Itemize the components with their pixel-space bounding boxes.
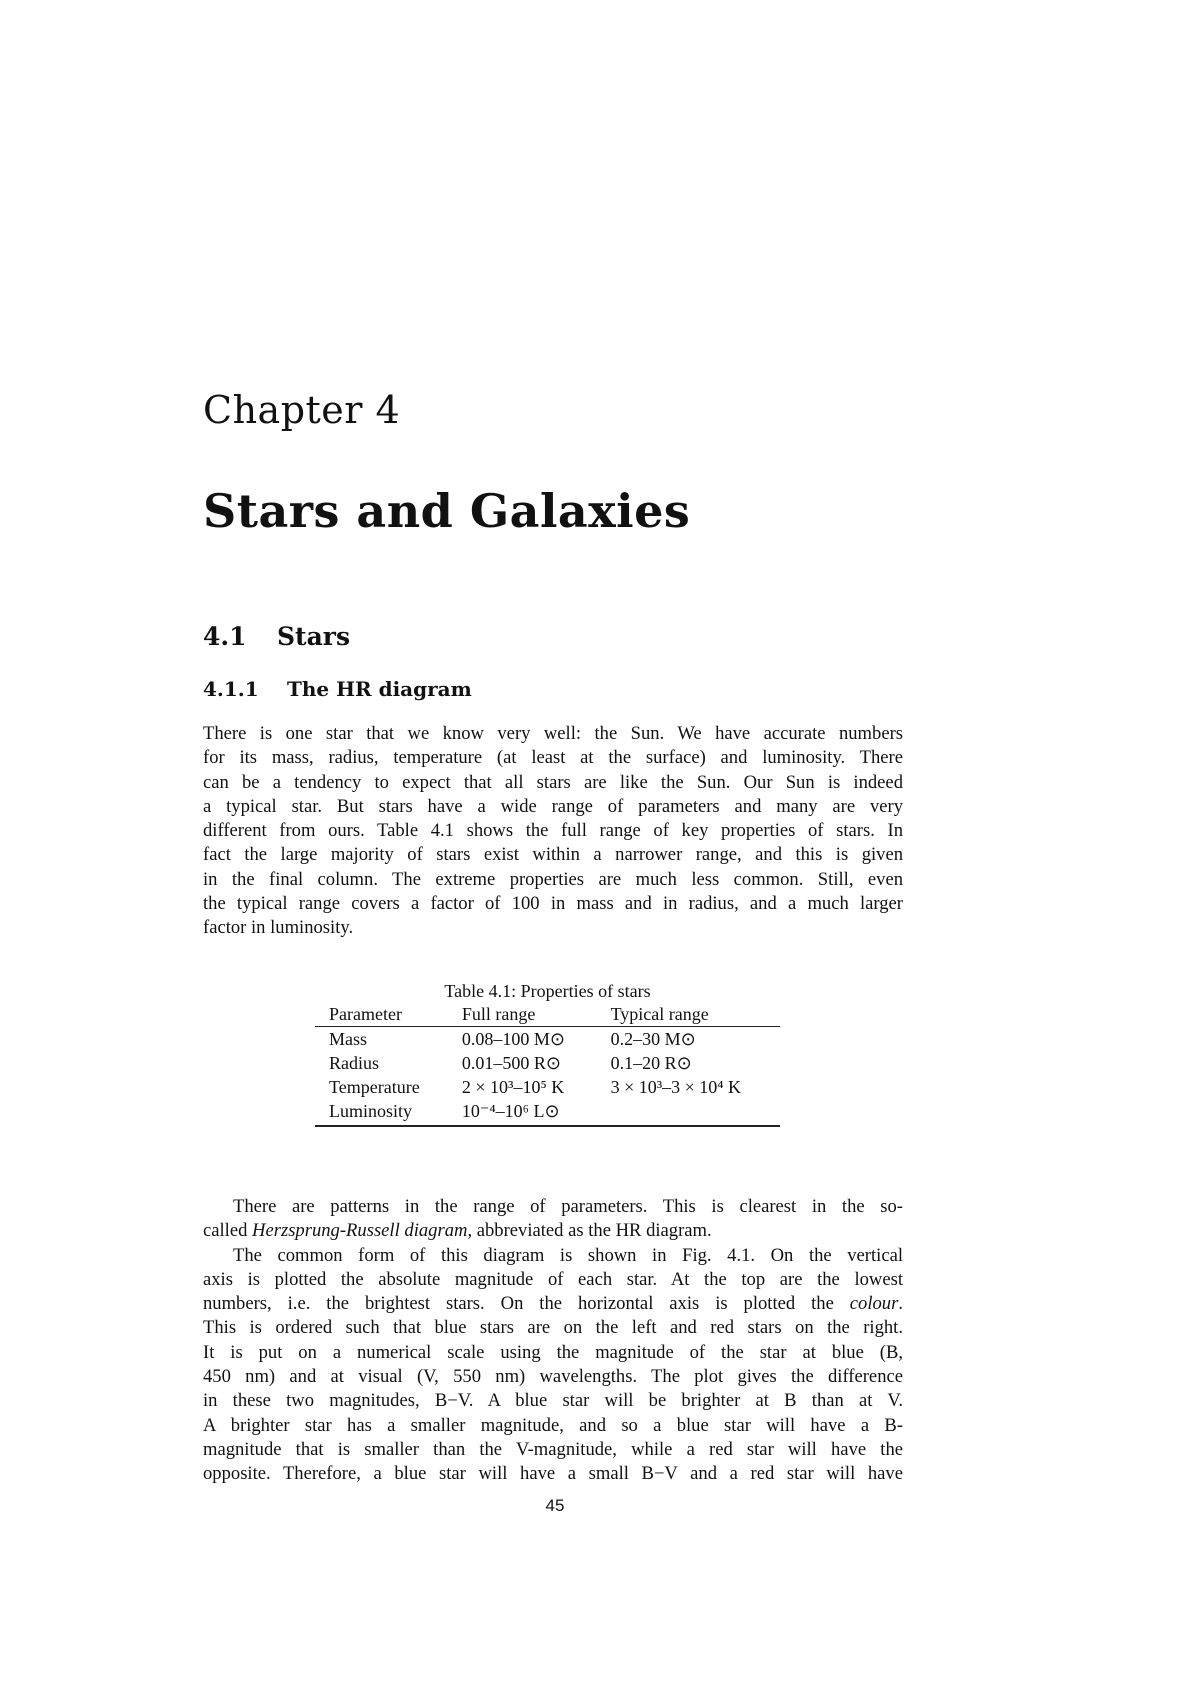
paragraph-line: This is ordered such that blue stars are on the left and red stars on the right. <box>203 1317 903 1339</box>
paragraph-line: 450 nm) and at visual (V, 550 nm) wavelengths. The plot gives the difference <box>203 1366 903 1388</box>
paragraph-line: There are patterns in the range of parameters. This is clearest in the so- <box>233 1196 903 1217</box>
cell-parameter: Radius <box>329 1053 380 1073</box>
cell-parameter: Luminosity <box>329 1101 413 1121</box>
properties-table <box>315 980 780 1127</box>
paragraph-line: called Herzsprung-Russell diagram, abbreviated as the HR diagram. <box>203 1220 712 1242</box>
column-header-typical-range: Typical range <box>610 1004 709 1024</box>
paragraph-line: A brighter star has a smaller magnitude, and so a blue star will have a B- <box>203 1414 903 1436</box>
page-number: 45 <box>545 1496 565 1515</box>
cell-full-range: 0.08–100 M⊙ <box>461 1029 565 1049</box>
cell-full-range: 0.01–500 R⊙ <box>461 1053 561 1073</box>
paragraph-line: numbers, i.e. the brightest stars. On the horizontal axis is plotted the colour. <box>203 1293 903 1315</box>
paragraph-line: opposite. Therefore, a blue star will have a small B−V and a red star will have <box>203 1463 903 1485</box>
cell-full-range: 10⁻⁴–10⁶ L⊙ <box>461 1101 560 1121</box>
column-header-full-range: Full range <box>461 1004 536 1024</box>
cell-typical-range: 0.2–30 M⊙ <box>610 1029 696 1049</box>
paragraph-line: magnitude that is smaller than the V-magnitude, while a red star will have the <box>203 1438 903 1460</box>
paragraph-line: axis is plotted the absolute magnitude of each star. At the top are the lowest <box>203 1268 903 1290</box>
paragraph-line: in the final column. The extreme properties are much less common. Still, even <box>203 868 903 890</box>
chapter-title: Stars and Galaxies <box>203 484 691 538</box>
cell-typical-range: 0.1–20 R⊙ <box>610 1053 692 1073</box>
table-row <box>315 1099 780 1126</box>
paragraph-line: can be a tendency to expect that all stars are like the Sun. Our Sun is indeed <box>203 771 903 793</box>
table-row <box>315 1075 780 1099</box>
cell-typical-range <box>597 1099 780 1126</box>
emphasis-term: colour <box>849 1293 899 1315</box>
paragraph-line: factor in luminosity. <box>203 917 354 939</box>
paragraph-line: a typical star. But stars have a wide range of parameters and many are very <box>203 795 903 817</box>
paragraph-line: It is put on a numerical scale using the magnitude of the star at blue (B, <box>203 1341 903 1363</box>
subsection-number: 4.1.1 <box>203 677 259 701</box>
cell-typical-range: 3 × 10³–3 × 10⁴ K <box>610 1077 742 1097</box>
subsection-heading <box>203 676 472 702</box>
stars-table <box>315 1002 780 1127</box>
cell-parameter: Mass <box>329 1029 368 1049</box>
paragraph-line: in these two magnitudes, B−V. A blue star will be brighter at B than at V. <box>203 1390 903 1412</box>
cell-full-range: 2 × 10³–10⁵ K <box>461 1077 565 1097</box>
table-caption: Table 4.1: Properties of stars <box>444 981 651 1001</box>
paragraph-line: There is one star that we know very well: the Sun. We have accurate numbers <box>203 723 903 744</box>
column-header-parameter: Parameter <box>329 1004 402 1024</box>
intro-paragraph <box>203 722 903 941</box>
table-row <box>315 1051 780 1075</box>
table-header-row <box>315 1002 780 1027</box>
cell-parameter: Temperature <box>329 1077 420 1097</box>
paragraph-line: the typical range covers a factor of 100 in mass and in radius, and a much larger <box>203 893 903 915</box>
hr-diagram-paragraphs <box>203 1195 903 1487</box>
paragraph-line: fact the large majority of stars exist within a narrower range, and this is given <box>203 844 903 866</box>
paragraph-line: for its mass, radius, temperature (at least at the surface) and luminosity. There <box>203 747 903 769</box>
chapter-label: Chapter 4 <box>203 388 401 432</box>
section-title: Stars <box>277 622 351 651</box>
section-number: 4.1 <box>203 622 247 651</box>
paragraph-line: The common form of this diagram is shown in Fig. 4.1. On the vertical <box>233 1244 903 1266</box>
paragraph-line: different from ours. Table 4.1 shows the full range of key properties of stars. In <box>203 820 903 842</box>
table-row <box>315 1027 780 1052</box>
subsection-title: The HR diagram <box>287 677 472 701</box>
section-heading <box>203 622 350 652</box>
emphasis-term: Herzsprung-Russell diagram <box>252 1220 468 1242</box>
